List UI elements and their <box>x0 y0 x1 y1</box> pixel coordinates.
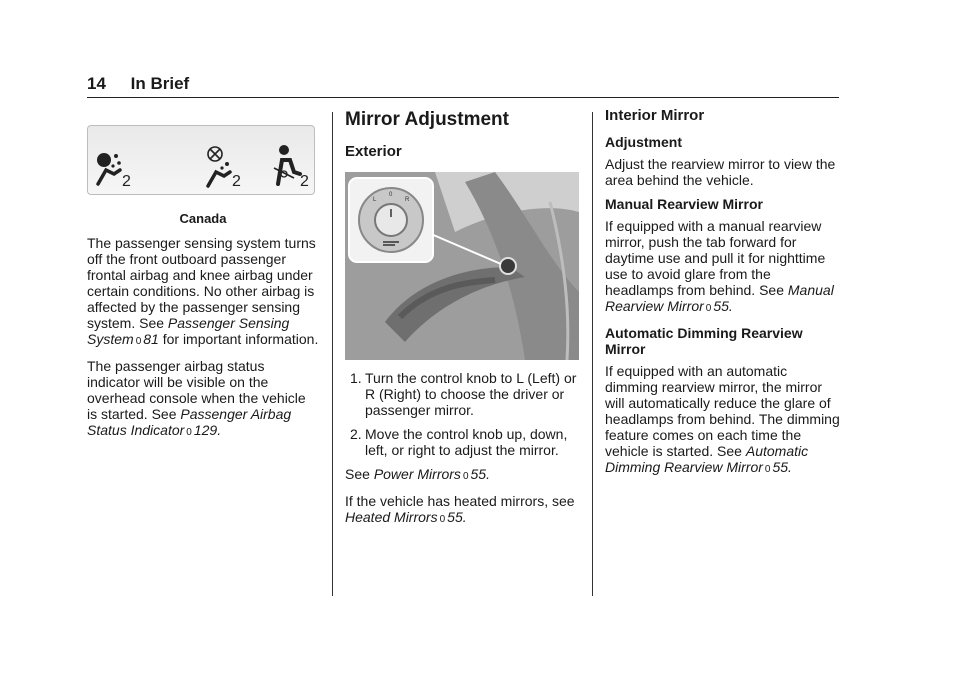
airbag-indicator-icons <box>88 126 314 194</box>
page-ref-arrow-icon: 0 <box>764 464 771 475</box>
airbag-off-icon <box>208 147 241 190</box>
column-airbag-status <box>87 125 319 449</box>
page-ref-arrow-icon: 0 <box>705 303 712 314</box>
svg-text:R: R <box>405 197 410 203</box>
svg-text:2: 2 <box>122 173 131 190</box>
section-heading: Mirror Adjustment <box>345 109 509 130</box>
door-panel-illustration <box>345 172 579 360</box>
svg-text:L: L <box>373 197 377 203</box>
column-divider <box>592 112 593 596</box>
page-ref-arrow-icon: 0 <box>439 514 446 525</box>
svg-text:2: 2 <box>232 173 241 190</box>
cross-reference-link[interactable]: Power Mirrors <box>373 466 461 482</box>
page-ref[interactable]: 55. <box>713 298 733 314</box>
paragraph: The passenger airbag status indicator will be visible on the overhead console when the vehicle is started. See Passenger Airbag Status Indicator 0 129. <box>87 358 306 438</box>
svg-text:0: 0 <box>389 192 393 198</box>
cross-reference-link[interactable]: Passenger Airbag Status Indicator <box>87 406 292 438</box>
page-ref[interactable]: 55. <box>447 509 467 525</box>
page-ref[interactable]: 55. <box>772 459 792 475</box>
page-ref[interactable]: 55. <box>470 466 490 482</box>
column-mirror-adjustment <box>345 108 581 536</box>
column-divider <box>332 112 333 596</box>
cross-reference-link[interactable]: Passenger Sensing System <box>87 315 290 347</box>
subsection-heading: Automatic Dimming Rearview Mirror <box>605 325 803 357</box>
page-ref-arrow-icon: 0 <box>135 336 142 347</box>
seatbelt-icon <box>274 145 309 190</box>
cross-reference-link[interactable]: Automatic Dimming Rearview Mirror <box>605 443 809 475</box>
page-number: 14 <box>87 74 106 93</box>
page-ref[interactable]: 81 <box>143 331 159 347</box>
subsection-heading: Adjustment <box>605 134 682 150</box>
header-rule <box>87 97 839 98</box>
cross-reference-link[interactable]: Manual Rearview Mirror <box>605 282 834 314</box>
paragraph: If the vehicle has heated mirrors, see Heated Mirrors 0 55. <box>345 493 575 525</box>
image-caption: Canada <box>179 211 227 226</box>
subsection-heading: Manual Rearview Mirror <box>605 196 763 212</box>
airbag-on-icon <box>97 153 131 190</box>
page-header <box>87 74 189 94</box>
mirror-control-photo <box>345 172 579 360</box>
cross-reference-link[interactable]: Heated Mirrors <box>345 509 438 525</box>
subsection-heading: Exterior <box>345 143 402 160</box>
instruction-list <box>345 370 581 458</box>
column-interior-mirror <box>605 108 841 486</box>
list-item: 2. Move the control knob up, down, left, or right to adjust the mirror. <box>350 426 568 458</box>
section-heading: Interior Mirror <box>605 107 705 124</box>
paragraph: The passenger sensing system turns off the front outboard passenger frontal airbag and knee airbag under certain conditions. No other airbag is affected by the passenger sensing system. See Passenger Sensing System 0 81 for important information. <box>87 235 319 347</box>
airbag-status-indicator-image <box>87 125 315 195</box>
page-ref[interactable]: 129. <box>193 422 222 438</box>
paragraph: Adjust the rearview mirror to view the area behind the vehicle. <box>605 156 836 188</box>
section-title: In Brief <box>130 74 190 93</box>
paragraph: If equipped with a manual rearview mirror, push the tab forward for daytime use and pull it for nighttime use to avoid glare from the headlamps from behind. See Manual Rearview Mirror 0 55. <box>605 218 834 314</box>
paragraph: If equipped with an automatic dimming rearview mirror, the mirror will automatically reduce the glare of headlamps from behind. The dimming feature comes on each time the vehicle is started. See Automatic Dimming Rearview Mirror 0 55. <box>605 363 840 475</box>
svg-text:2: 2 <box>300 173 309 190</box>
paragraph: See Power Mirrors 0 55. <box>345 466 490 482</box>
page-ref-arrow-icon: 0 <box>462 471 469 482</box>
page-ref-arrow-icon: 0 <box>186 427 192 438</box>
list-item: 1. Turn the control knob to L (Left) or R (Right) to choose the driver or passenger mirror. <box>350 370 577 418</box>
